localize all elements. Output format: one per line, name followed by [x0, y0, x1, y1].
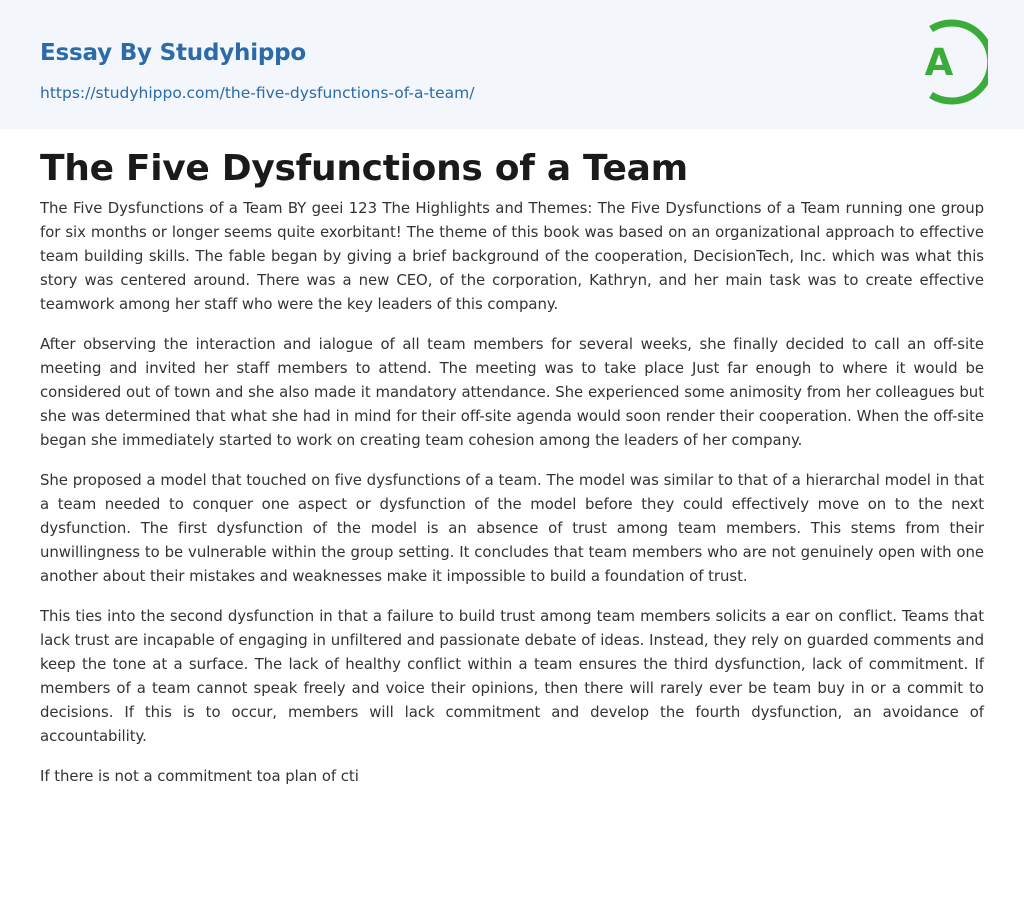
essay-paragraph-4: This ties into the second dysfunction in that a failure to build trust among team members solicits a ear on conflict. Teams that lack trust are incapable of engaging in unfiltered and passionate debate of ideas. Instead, they rely on guarded comments and keep the tone at a surface. The lack of healthy conflict within a team ensures the third dysfunction, lack of commitment. If members of a team cannot speak freely and voice their opinions, then there will rarely ever be team buy in or a commit to decisions. If this is to occur, members will lack commitment and develop the fourth dysfunction, an avoidance of accountability.: [40, 607, 984, 745]
essay-title: The Five Dysfunctions of a Team: [40, 148, 688, 189]
essay-url-link[interactable]: https://studyhippo.com/the-five-dysfunctions-of-a-team/: [40, 84, 475, 102]
site-header: [0, 0, 1024, 129]
essay-content: [40, 129, 984, 804]
essay-paragraph-1: The Five Dysfunctions of a Team BY geei 123 The Highlights and Themes: The Five Dysfunctions of a Team running one group for six months or longer seems quite exorbitant! The theme of this book was based on an organizational approach to effective team building skills. The fable began by giving a brief background of the cooperation, DecisionTech, Inc. which was what this story was centered around. There was a new CEO, of the corporation, Kathryn, and her main task was to create effective teamwork among her staff who were the key leaders of this company.: [40, 199, 984, 313]
logo-letter: A: [924, 41, 954, 84]
essay-paragraph-3: She proposed a model that touched on five dysfunctions of a team. The model was similar to that of a hierarchal model in that a team needed to conquer one aspect or dysfunction of the model before they could effectively move on to the next dysfunction. The first dysfunction of the model is an absence of trust among team members. This stems from their unwillingness to be vulnerable within the group setting. It concludes that team members who are not genuinely open with one another about their mistakes and weaknesses make it impossible to build a foundation of trust.: [40, 471, 984, 585]
essay-paragraph-2: After observing the interaction and ialogue of all team members for several weeks, she finally decided to call an off-site meeting and invited her staff members to attend. The meeting was to take place Just far enough to where it would be considered out of town and she also made it mandatory attendance. She experienced some animosity from her colleagues but she was determined that what she had in mind for their off-site agenda would soon render their cooperation. When the off-site began she immediately started to work on creating team cohesion among the leaders of her company.: [40, 335, 984, 449]
site-brand[interactable]: Essay By Studyhippo: [40, 40, 307, 66]
studyhippo-logo-icon[interactable]: [910, 18, 988, 106]
essay-paragraph-5: If there is not a commitment toa plan of cti: [40, 767, 359, 785]
